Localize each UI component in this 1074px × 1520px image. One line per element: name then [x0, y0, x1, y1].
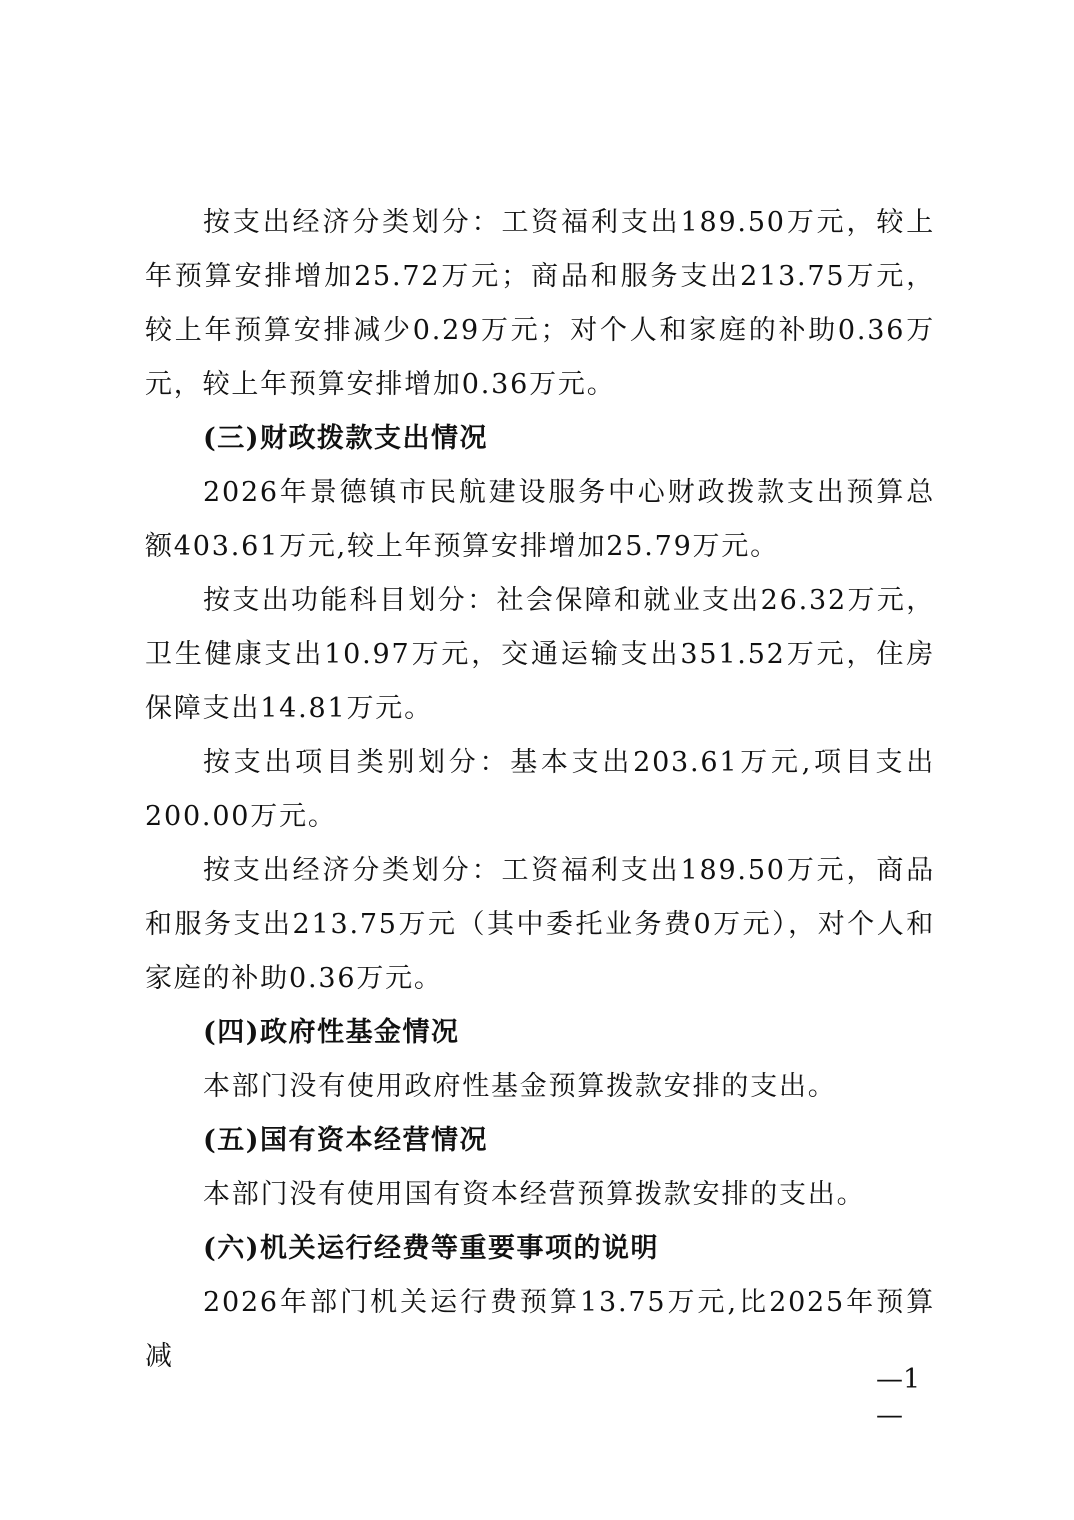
- section-heading-operating-expenses: (六)机关运行经费等重要事项的说明: [203, 1233, 660, 1264]
- section-heading-state-capital: (五)国有资本经营情况: [203, 1125, 489, 1156]
- document-body: [145, 196, 935, 1384]
- section-heading-government-fund: (四)政府性基金情况: [203, 1017, 460, 1048]
- paragraph-fiscal-total: 2026年景德镇市民航建设服务中心财政拨款支出预算总额403.61万元,较上年预算安排增加25.79万元。: [145, 477, 935, 562]
- paragraph-project-classification: 按支出项目类别划分：基本支出203.61万元,项目支出200.00万元。: [145, 747, 935, 832]
- paragraph-economic-classification-fiscal: 按支出经济分类划分：工资福利支出189.50万元，商品和服务支出213.75万元（其中委托业务费0万元），对个人和家庭的补助0.36万元。: [145, 855, 935, 994]
- page-number: —1—: [876, 1364, 921, 1431]
- paragraph-economic-classification: 按支出经济分类划分：工资福利支出189.50万元，较上年预算安排增加25.72万元；商品和服务支出213.75万元，较上年预算安排减少0.29万元；对个人和家庭的补助0.36万元，较上年预算安排增加0.36万元。: [145, 207, 935, 400]
- paragraph-state-capital: 本部门没有使用国有资本经营预算拨款安排的支出。: [203, 1179, 866, 1210]
- paragraph-operating-expenses: 2026年部门机关运行费预算13.75万元,比2025年预算减: [145, 1287, 935, 1372]
- paragraph-functional-classification: 按支出功能科目划分：社会保障和就业支出26.32万元，卫生健康支出10.97万元，交通运输支出351.52万元，住房保障支出14.81万元。: [145, 585, 935, 724]
- section-heading-fiscal-appropriation: (三)财政拨款支出情况: [203, 423, 489, 454]
- paragraph-government-fund: 本部门没有使用政府性基金预算拨款安排的支出。: [203, 1071, 837, 1102]
